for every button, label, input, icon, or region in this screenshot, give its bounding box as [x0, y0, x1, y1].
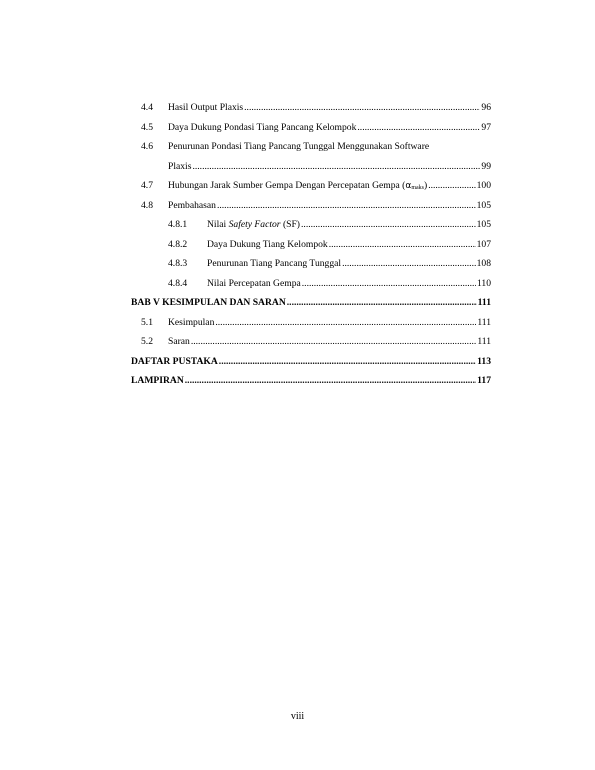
- toc-entry-4-8-4: [131, 274, 491, 294]
- toc-number: 4.8: [141, 199, 153, 211]
- toc-entry-lampiran: [131, 371, 491, 391]
- toc-entry-4-6: [131, 137, 491, 157]
- dot-leader: [357, 118, 480, 138]
- dot-leader: [219, 352, 476, 372]
- toc-page: 117: [477, 375, 491, 386]
- toc-title-text-end: (SF): [280, 219, 301, 230]
- dot-leader: [287, 293, 477, 313]
- toc-page: 97: [481, 121, 491, 133]
- toc-page: 108: [476, 258, 491, 269]
- toc-page: 113: [477, 355, 491, 367]
- dot-leader: [192, 157, 480, 177]
- toc-entry-4-6-continued: [131, 157, 491, 177]
- toc-page: 105: [476, 199, 491, 211]
- toc-title: [207, 215, 300, 235]
- toc-title: Daya Dukung Pondasi Tiang Pancang Kelompok: [168, 121, 357, 133]
- toc-title-text: Nilai: [207, 219, 229, 230]
- dot-leader: [302, 274, 476, 294]
- toc-title-text-end: ): [423, 180, 428, 191]
- subscript-maks: maks: [411, 185, 424, 191]
- toc-page: 111: [477, 297, 491, 308]
- toc-page: 111: [477, 316, 491, 328]
- toc-title: LAMPIRAN: [131, 375, 184, 386]
- toc-page: 99: [481, 160, 491, 172]
- toc-number: 4.8.1: [168, 219, 188, 230]
- toc-title: DAFTAR PUSTAKA: [131, 355, 218, 367]
- dot-leader: [301, 215, 476, 235]
- toc-entry-4-8-1: [131, 215, 491, 235]
- dot-leader: [342, 254, 476, 274]
- toc-entry-4-7: [131, 176, 491, 196]
- toc-title: Hasil Output Plaxis: [168, 102, 244, 113]
- toc-number: 4.5: [141, 121, 153, 133]
- toc-number: 4.4: [141, 102, 153, 113]
- toc-title: Saran: [168, 336, 190, 347]
- toc-number: 4.8.3: [168, 258, 188, 269]
- toc-number: 4.6: [141, 141, 153, 152]
- toc-number: 5.2: [141, 336, 153, 347]
- toc-title: Penurunan Pondasi Tiang Pancang Tunggal Menggunakan Software: [168, 141, 430, 152]
- dot-leader: [428, 176, 475, 196]
- toc-title: [168, 176, 427, 196]
- toc-title: Nilai Percepatan Gempa: [207, 277, 301, 289]
- toc-title: Plaxis: [168, 160, 192, 172]
- dot-leader: [329, 235, 476, 255]
- dot-leader: [244, 98, 480, 118]
- toc-entry-daftar-pustaka: [131, 352, 491, 372]
- toc-title: Pembahasan: [168, 199, 216, 211]
- toc-number: 4.8.4: [168, 277, 188, 289]
- toc-entry-5-2: [131, 332, 491, 352]
- toc-title-italic: Safety Factor: [228, 219, 281, 230]
- toc-page: 111: [477, 336, 491, 347]
- toc-entry-5-1: [131, 313, 491, 333]
- toc-entry-4-4: [131, 98, 491, 118]
- toc-entry-4-8-2: [131, 235, 491, 255]
- dot-leader: [185, 371, 476, 391]
- toc-entry-bab-v: [131, 293, 491, 313]
- toc-title: Daya Dukung Tiang Kelompok: [207, 238, 328, 250]
- page-number: viii: [290, 711, 305, 722]
- table-of-contents: [131, 98, 491, 391]
- toc-title: Penurunan Tiang Pancang Tunggal: [207, 258, 342, 269]
- toc-page: 105: [476, 219, 491, 230]
- toc-entry-4-5: [131, 118, 491, 138]
- toc-title: BAB V KESIMPULAN DAN SARAN: [131, 297, 286, 308]
- toc-page: 110: [476, 277, 491, 289]
- toc-page: 107: [476, 238, 491, 250]
- toc-page: 100: [476, 180, 491, 191]
- toc-title-text: Hubungan Jarak Sumber Gempa Dengan Percepatan Gempa (: [168, 180, 406, 191]
- dot-leader: [215, 313, 476, 333]
- toc-number: 5.1: [141, 316, 153, 328]
- toc-entry-4-8: [131, 196, 491, 216]
- dot-leader: [191, 332, 476, 352]
- toc-title: Kesimpulan: [168, 316, 215, 328]
- toc-number: 4.8.2: [168, 238, 188, 250]
- dot-leader: [217, 196, 476, 216]
- toc-entry-4-8-3: [131, 254, 491, 274]
- toc-page: 96: [481, 102, 491, 113]
- alpha-symbol: α: [405, 181, 412, 191]
- toc-number: 4.7: [141, 180, 153, 191]
